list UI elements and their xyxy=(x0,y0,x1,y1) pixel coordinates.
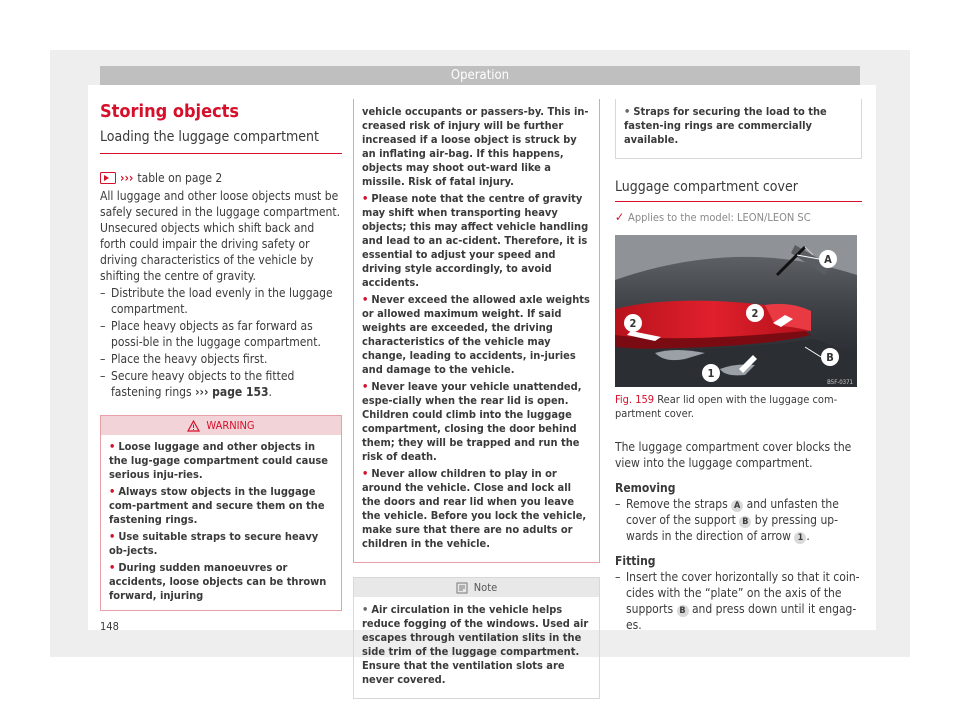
callout-a: A xyxy=(731,500,743,512)
list-item: – Insert the cover horizontally so that it coin-cides with the “plate” on the axis of the supports B and press down until it engag-es. xyxy=(615,569,862,633)
label-2: 2 xyxy=(629,317,637,330)
figure-code: B5F-0371 xyxy=(827,379,853,386)
section-title: Luggage compartment cover xyxy=(615,179,862,202)
figure-luggage-cover xyxy=(615,235,857,387)
warning-item: • Always stow objects in the luggage com-partment and secure them on the fastening rings. xyxy=(109,485,325,526)
warning-box xyxy=(100,415,342,611)
list-item: – Remove the straps A and unfasten the cover of the support B by pressing up-wards in the direction of arrow 1 . xyxy=(615,496,862,544)
table-reference-text: table on page 2 xyxy=(137,171,223,185)
warning-item: • During sudden manoeuvres or accidents, loose objects can be thrown forward, injuring xyxy=(109,561,327,602)
luggage-compartment-illustration xyxy=(615,235,857,387)
removing-heading: Removing xyxy=(615,481,676,495)
table-reference[interactable] xyxy=(100,170,342,186)
note-item: • Air circulation in the vehicle helps reduce fogging of the windows. Used air escapes through ventilation slits in the side trim of the luggage compartment. Ensure that the ventilation slots are never covered. xyxy=(362,603,589,686)
warning-item: • Please note that the centre of gravity may shift when transporting heavy objects; this may affect vehicle handling and lead to an ac-cident. Therefore, it is essential to adjust your speed and driving style accordingly, to avoid accidents. xyxy=(362,192,589,289)
figure-caption: Fig. 159 Rear lid open with the luggage com-partment cover. xyxy=(615,393,838,420)
fitting-steps xyxy=(615,569,862,633)
note-icon xyxy=(456,582,468,594)
warning-item: • Never leave your vehicle unattended, espe-cially when the rear lid is open. Children could climb into the luggage compartment, closing the door behind them; they will be trapped and run the risk of death. xyxy=(362,380,582,463)
label-1: 1 xyxy=(707,367,715,380)
column-2 xyxy=(353,85,600,699)
callout-1: 1 xyxy=(794,532,806,544)
list-item: – Distribute the load evenly in the luggage compartment. xyxy=(100,285,342,317)
label-b: B xyxy=(826,351,834,364)
applies-to: ✓ Applies to the model: LEON/LEON SC xyxy=(615,210,811,224)
page-subtitle: Loading the luggage compartment xyxy=(100,129,342,154)
cover-intro: The luggage compartment cover blocks the view into the luggage compartment. xyxy=(615,440,852,470)
warning-continuation-text: vehicle occupants or passers-by. This in-creased risk of injury will be further increased if a loose object is struck by an inflating air-bag. If this happens, objects may shoot out-ward like a missile. Risk of fatal injury. xyxy=(362,105,589,188)
note-header xyxy=(354,578,599,597)
label-a: A xyxy=(824,253,832,266)
note-label: Note xyxy=(473,581,498,594)
note-body xyxy=(354,597,599,698)
page-number: 148 xyxy=(100,620,119,633)
check-icon: ✓ xyxy=(615,210,625,224)
callout-b: B xyxy=(739,516,751,528)
manual-page xyxy=(88,85,876,686)
note-item: • Straps for securing the load to the fasten-ing rings are commercially available. xyxy=(624,105,827,146)
warning-item: • Never exceed the allowed axle weights or allowed maximum weight. If said weights are exceeded, the driving characteristics of the vehicle may change, leading to accidents, in-juries and damage to the vehicle. xyxy=(362,293,590,376)
list-item: – Secure heavy objects to the fitted fastening rings ››› page 153. xyxy=(100,368,342,400)
intro-paragraph: All luggage and other loose objects must be safely secured in the luggage compartment. Unsecured objects which shift back and forth could impair the driving safety or driving characteristics of the vehicle by shifting the centre of gravity. xyxy=(100,189,341,283)
list-item: – Place heavy objects as far forward as possi-ble in the luggage compartment. xyxy=(100,318,342,350)
column-3 xyxy=(615,85,862,633)
label-2: 2 xyxy=(751,307,759,320)
column-1 xyxy=(100,85,342,611)
figure-label: Fig. 159 xyxy=(615,393,655,406)
list-item: – Place the heavy objects first. xyxy=(100,351,342,367)
section-header: Operation xyxy=(100,66,860,85)
warning-label: WARNING xyxy=(206,419,255,432)
page-title: Storing objects xyxy=(100,101,240,122)
note-continued xyxy=(615,99,862,159)
warning-item: • Use suitable straps to secure heavy ob-jects. xyxy=(109,530,319,557)
warning-body xyxy=(101,435,341,610)
warning-triangle-icon xyxy=(187,420,200,432)
loading-steps xyxy=(100,285,342,400)
book-icon xyxy=(100,172,116,184)
warning-continued xyxy=(353,99,600,563)
removing-steps xyxy=(615,496,862,544)
warning-item: • Never allow children to play in or around the vehicle. Close and lock all the doors and rear lid when you leave the vehicle. Before you lock the vehicle, make sure that there are no adults or children in the vehicle. xyxy=(362,467,587,550)
callout-b: B xyxy=(677,605,689,617)
warning-item: • Loose luggage and other objects in the lug-gage compartment could cause serious inju-ries. xyxy=(109,440,328,481)
page-link[interactable]: ››› page 153 xyxy=(195,385,269,399)
warning-header xyxy=(101,416,341,435)
fitting-heading: Fitting xyxy=(615,554,656,568)
arrow-marker: ››› xyxy=(120,171,134,185)
note-box xyxy=(353,577,600,699)
